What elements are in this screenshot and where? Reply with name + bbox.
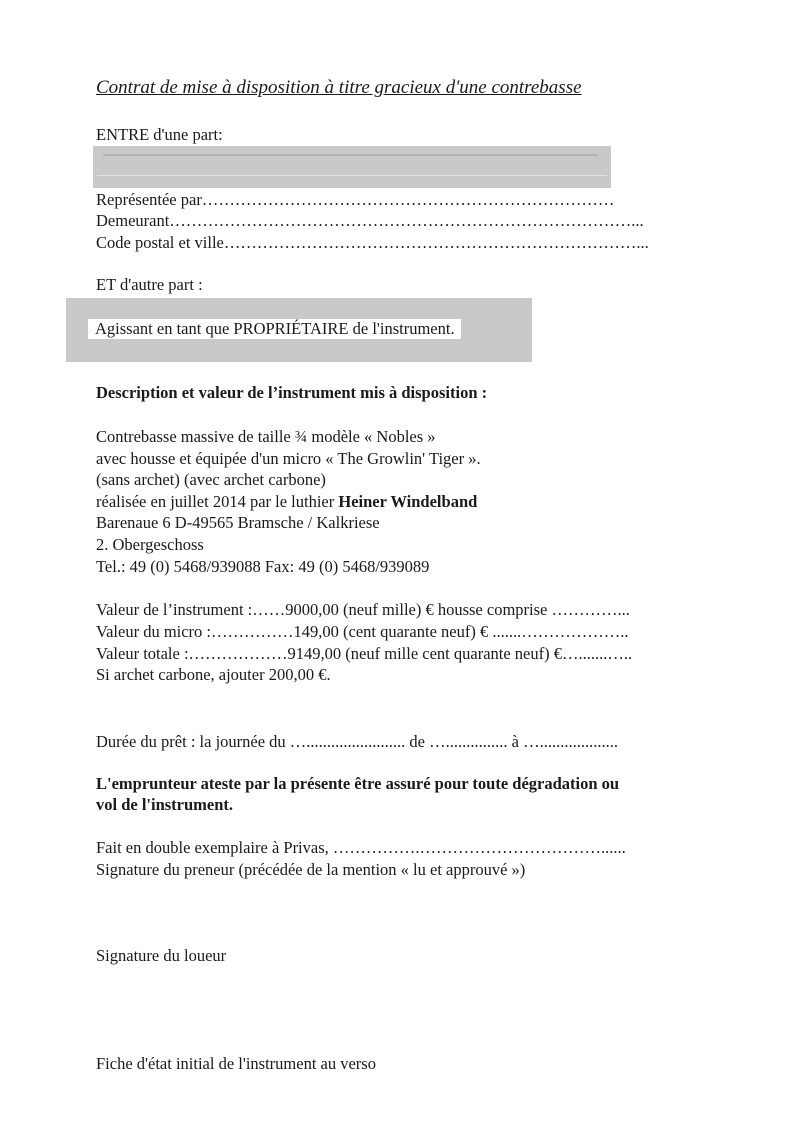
description-line: (sans archet) (avec archet carbone) xyxy=(96,470,326,489)
lender-signature-label: Signature du loueur xyxy=(96,946,227,965)
maker-name: Heiner Windelband xyxy=(338,492,478,511)
redacted-line xyxy=(103,154,598,156)
description-line: Contrebasse massive de taille ¾ modèle « Nobles » xyxy=(96,427,436,446)
party1-header: ENTRE d'une part: xyxy=(96,125,223,144)
phone-fax-line: Tel.: 49 (0) 5468/939088 Fax: 49 (0) 5468/939089 xyxy=(96,557,430,576)
description-line: Barenaue 6 D-49565 Bramsche / Kalkriese xyxy=(96,513,380,532)
instrument-value-line: Valeur de l’instrument :……9000,00 (neuf mille) € housse comprise …………... xyxy=(96,600,630,619)
total-value-line: Valeur totale :………………9149,00 (neuf mille cent quarante neuf) €….......….. xyxy=(96,644,633,663)
maker-prefix: réalisée en juillet 2014 par le luthier xyxy=(96,492,339,511)
redacted-block xyxy=(66,298,532,362)
footer-note: Fiche d'état initial de l'instrument au verso xyxy=(96,1054,376,1073)
micro-value-line: Valeur du micro :……………149,00 (cent quarante neuf) € .......……………….. xyxy=(96,622,629,641)
party2-header: ET d'autre part : xyxy=(96,275,203,294)
insurance-line: L'emprunteur ateste par la présente être assuré pour toute dégradation ou xyxy=(96,774,620,793)
bow-value-line: Si archet carbone, ajouter 200,00 €. xyxy=(96,665,331,684)
redacted-block xyxy=(93,146,611,188)
loan-duration-line: Durée du prêt : la journée du …........................ de …............... à …................... xyxy=(96,732,618,751)
address-line: Demeurant…………………………………………………………………………... xyxy=(96,211,644,230)
done-at-line: Fait en double exemplaire à Privas, …………….……………………………...... xyxy=(96,838,626,857)
owner-role-line: Agissant en tant que PROPRIÉTAIRE de l'instrument. xyxy=(88,319,461,339)
redacted-line xyxy=(97,175,607,176)
description-line: avec housse et équipée d'un micro « The Growlin' Tiger ». xyxy=(96,449,481,468)
maker-line xyxy=(96,492,477,512)
insurance-line: vol de l'instrument. xyxy=(96,795,234,814)
represented-by-line: Représentée par………………………………………………………………… xyxy=(96,190,615,209)
description-line: 2. Obergeschoss xyxy=(96,535,204,554)
description-heading: Description et valeur de l’instrument mis à disposition : xyxy=(96,383,488,402)
borrower-signature-label: Signature du preneur (précédée de la mention « lu et approuvé ») xyxy=(96,860,526,879)
postal-city-line: Code postal et ville…………………………………………………………………... xyxy=(96,233,649,252)
document-title: Contrat de mise à disposition à titre gracieux d'une contrebasse xyxy=(96,77,582,98)
